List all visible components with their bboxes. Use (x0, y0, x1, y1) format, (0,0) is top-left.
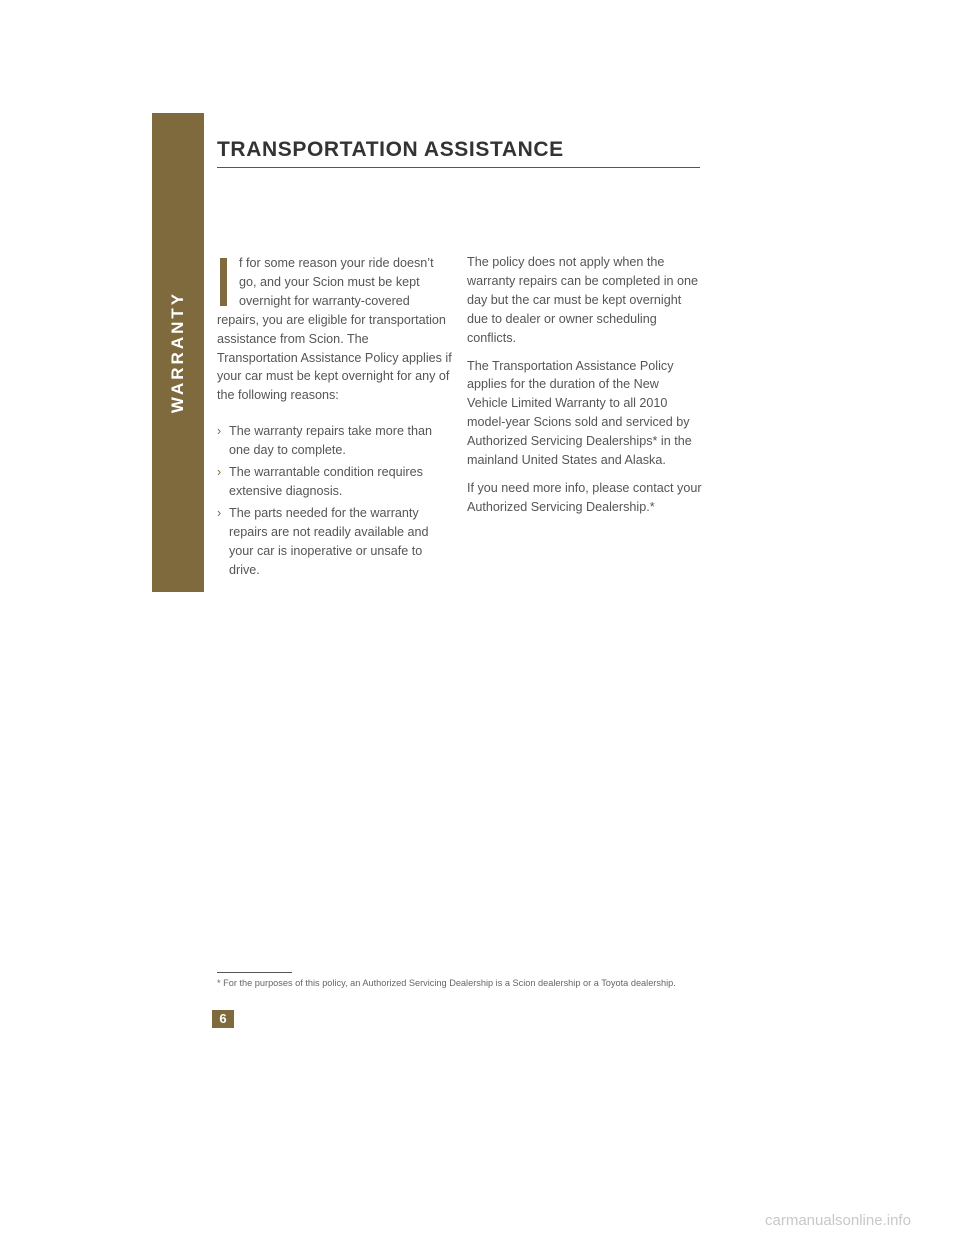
chevron-right-icon: › (217, 465, 222, 480)
intro-text: f for some reason your ride doesn’t go, and your Scion must be kept overnight for warranty-covered repairs, you are eligible for transportation assistance from Scion. The Transportation Assistance Policy applies if your car must be kept overnight for any of the following reasons: (217, 256, 452, 403)
list-item-text: The parts needed for the warranty repairs are not readily available and your car is inoperative or unsafe to drive. (229, 505, 429, 577)
right-column (467, 253, 702, 526)
reasons-list (217, 422, 452, 579)
list-item-text: The warrantable condition requires extensive diagnosis. (229, 465, 423, 498)
list-item (217, 463, 452, 501)
policy-paragraph: The policy does not apply when the warranty repairs can be completed in one day but the car must be kept overnight due to dealer or owner scheduling conflicts. (467, 255, 699, 345)
page-number: 6 (212, 1010, 234, 1028)
watermark: carmanualsonline.info (765, 1212, 911, 1229)
chevron-right-icon: › (217, 505, 222, 520)
page-title: TRANSPORTATION ASSISTANCE (217, 138, 564, 161)
title-divider (217, 167, 700, 168)
footnote: * For the purposes of this policy, an Authorized Servicing Dealership is a Scion dealership or a Toyota dealership. (217, 978, 676, 988)
section-side-label: WARRANTY (168, 290, 187, 414)
contact-paragraph: If you need more info, please contact your Authorized Servicing Dealership.* (467, 480, 702, 514)
left-column (217, 253, 452, 583)
list-item (217, 422, 452, 460)
duration-paragraph: The Transportation Assistance Policy applies for the duration of the New Vehicle Limited Warranty to all 2010 model-year Scions sold and serviced by Authorized Servicing Dealerships* in the mainland United States and Alaska. (467, 358, 692, 468)
drop-cap-bar (220, 258, 227, 306)
list-item-text: The warranty repairs take more than one day to complete. (229, 424, 432, 458)
footnote-divider (217, 972, 292, 973)
chevron-right-icon: › (217, 424, 222, 439)
list-item (217, 504, 452, 580)
intro-paragraph (217, 253, 452, 405)
